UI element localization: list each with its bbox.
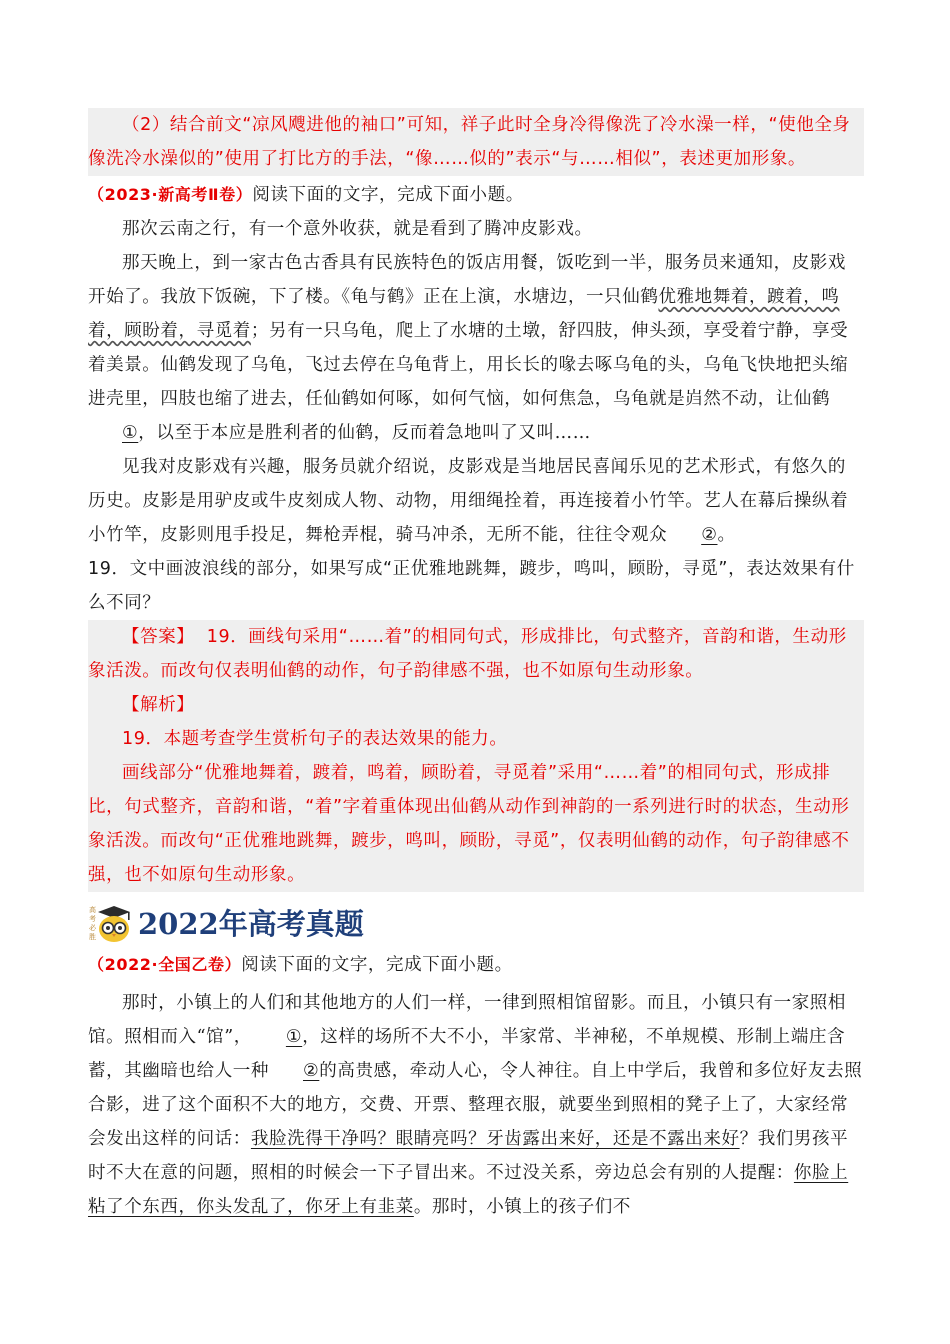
answer-label: 【答案】	[122, 627, 195, 647]
wavy-underline-text: 优雅地舞着，踱着，鸣着，顾盼着，寻觅着	[88, 287, 840, 341]
question-19: 19．文中画波浪线的部分，如果写成“正优雅地跳舞，踱步，鸣叫，顾盼，寻觅”，表达效果有什么不同？	[88, 559, 855, 613]
analysis-line-1: 19．本题考查学生赏析句子的表达效果的能力。	[122, 729, 508, 749]
previous-answer-block	[88, 108, 864, 176]
document-page	[88, 108, 864, 1224]
answer-paragraph	[88, 620, 858, 688]
passage-para-3: 见我对皮影戏有兴趣，服务员就介绍说，皮影戏是当地居民喜闻乐见的艺术形式，有悠久的历史。皮影是用驴皮或牛皮刻成人物、动物，用细绳拴着，再连接着小竹竿。艺人在幕后操纵着小竹竿，皮影则甩手投足，舞枪弄棍，骑马冲杀，无所不能，往往令观众 ②。	[88, 450, 864, 552]
source-tag-2023: （2023·新高考Ⅱ卷）	[88, 185, 253, 204]
analysis-label: 【解析】	[122, 695, 195, 715]
underlined-text-2: 你脸上粘了个东西，你头发乱了，你牙上有韭菜	[88, 1163, 849, 1217]
answer-text: 19．画线句采用“……着”的相同句式，形成排比，句式整齐，音韵和谐，生动形象活泼。而改句仅表明仙鹤的动作，句子韵律感不强，也不如原句生动形象。	[88, 627, 847, 681]
passage-2022: 那时，小镇上的人们和其他地方的人们一样，一律到照相馆留影。而且，小镇只有一家照相馆。照相而入“馆”， ①，这样的场所不大不小，半家常、半神秘，不单规模、形制上端庄含蓄，其幽暗也给人一种 ②的高贵感，牵动人心，令人神往。自上中学后，我曾和多位好友去照合影，进了这个面积不大的地方，交费、开票、整理衣服，就要坐到照相的凳子上了，大家经常会发出这样的问话：我脸洗得干净吗？眼睛亮吗？牙齿露出来好，还是不露出来好？我们男孩平时不大在意的问题，照相的时候会一下子冒出来。不过没关系，旁边总会有别的人提醒：你脸上粘了个东西，你头发乱了，你牙上有韭菜。那时，小镇上的孩子们不	[88, 993, 863, 1217]
blank-2: ②	[701, 525, 718, 545]
analysis-line-2: 画线部分“优雅地舞着，踱着，鸣着，顾盼着，寻觅着”采用“……着”的相同句式，形成排比，句式整齐，音韵和谐，“着”字着重体现出仙鹤从动作到神韵的一系列进行时的状态，生动形象活泼。而改句“正优雅地跳舞，踱步，鸣叫，顾盼，寻觅”，仅表明仙鹤的动作，句子韵律感不强，也不如原句生动形象。	[88, 763, 850, 885]
passage-para-1: 那次云南之行，有一个意外收获，就是看到了腾冲皮影戏。	[122, 219, 593, 239]
blank-2022-2: ②	[303, 1061, 320, 1081]
svg-text:胜: 胜	[89, 933, 96, 941]
source-line-2023	[88, 178, 864, 212]
svg-text:考: 考	[89, 915, 96, 923]
svg-text:高: 高	[89, 906, 96, 914]
answer-block	[88, 620, 864, 892]
previous-answer-text: （2）结合前文“凉风飕进他的袖口”可知，祥子此时全身冷得像洗了冷水澡一样，“使他全身像洗冷水澡似的”使用了打比方的手法，“像……似的”表示“与……相似”，表述更加形象。	[88, 115, 851, 169]
source-line-2022	[88, 948, 864, 982]
blank-1: ①	[122, 423, 139, 443]
instruction-2022: 阅读下面的文字，完成下面小题。	[241, 955, 513, 975]
section-banner	[88, 896, 864, 948]
instruction-2023: 阅读下面的文字，完成下面小题。	[252, 185, 524, 205]
owl-logo-icon	[88, 900, 134, 944]
source-tag-2022: （2022·全国乙卷）	[88, 955, 242, 974]
blank-2022-1: ①	[285, 1027, 303, 1047]
banner-title: 2022年高考真题	[138, 906, 364, 941]
passage-para-2: 那天晚上，到一家古色古香具有民族特色的饭店用餐，饭吃到一半，服务员来通知，皮影戏开始了。我放下饭碗，下了楼。《龟与鹤》正在上演，水塘边，一只仙鹤优雅地舞着，踱着，鸣着，顾盼着，寻觅着；另有一只乌龟，爬上了水塘的土墩，舒四肢，伸头颈，享受着宁静，享受着美景。仙鹤发现了乌龟，飞过去停在乌龟背上，用长长的喙去啄乌龟的头，乌龟飞快地把头缩进壳里，四肢也缩了进去，任仙鹤如何啄，如何气恼，如何焦急，乌龟就是岿然不动，让仙鹤①，以至于本应是胜利者的仙鹤，反而着急地叫了又叫……	[88, 246, 864, 450]
svg-text:必: 必	[89, 924, 96, 932]
underlined-text-1: 我脸洗得干净吗？眼睛亮吗？牙齿露出来好，还是不露出来好	[250, 1129, 740, 1149]
